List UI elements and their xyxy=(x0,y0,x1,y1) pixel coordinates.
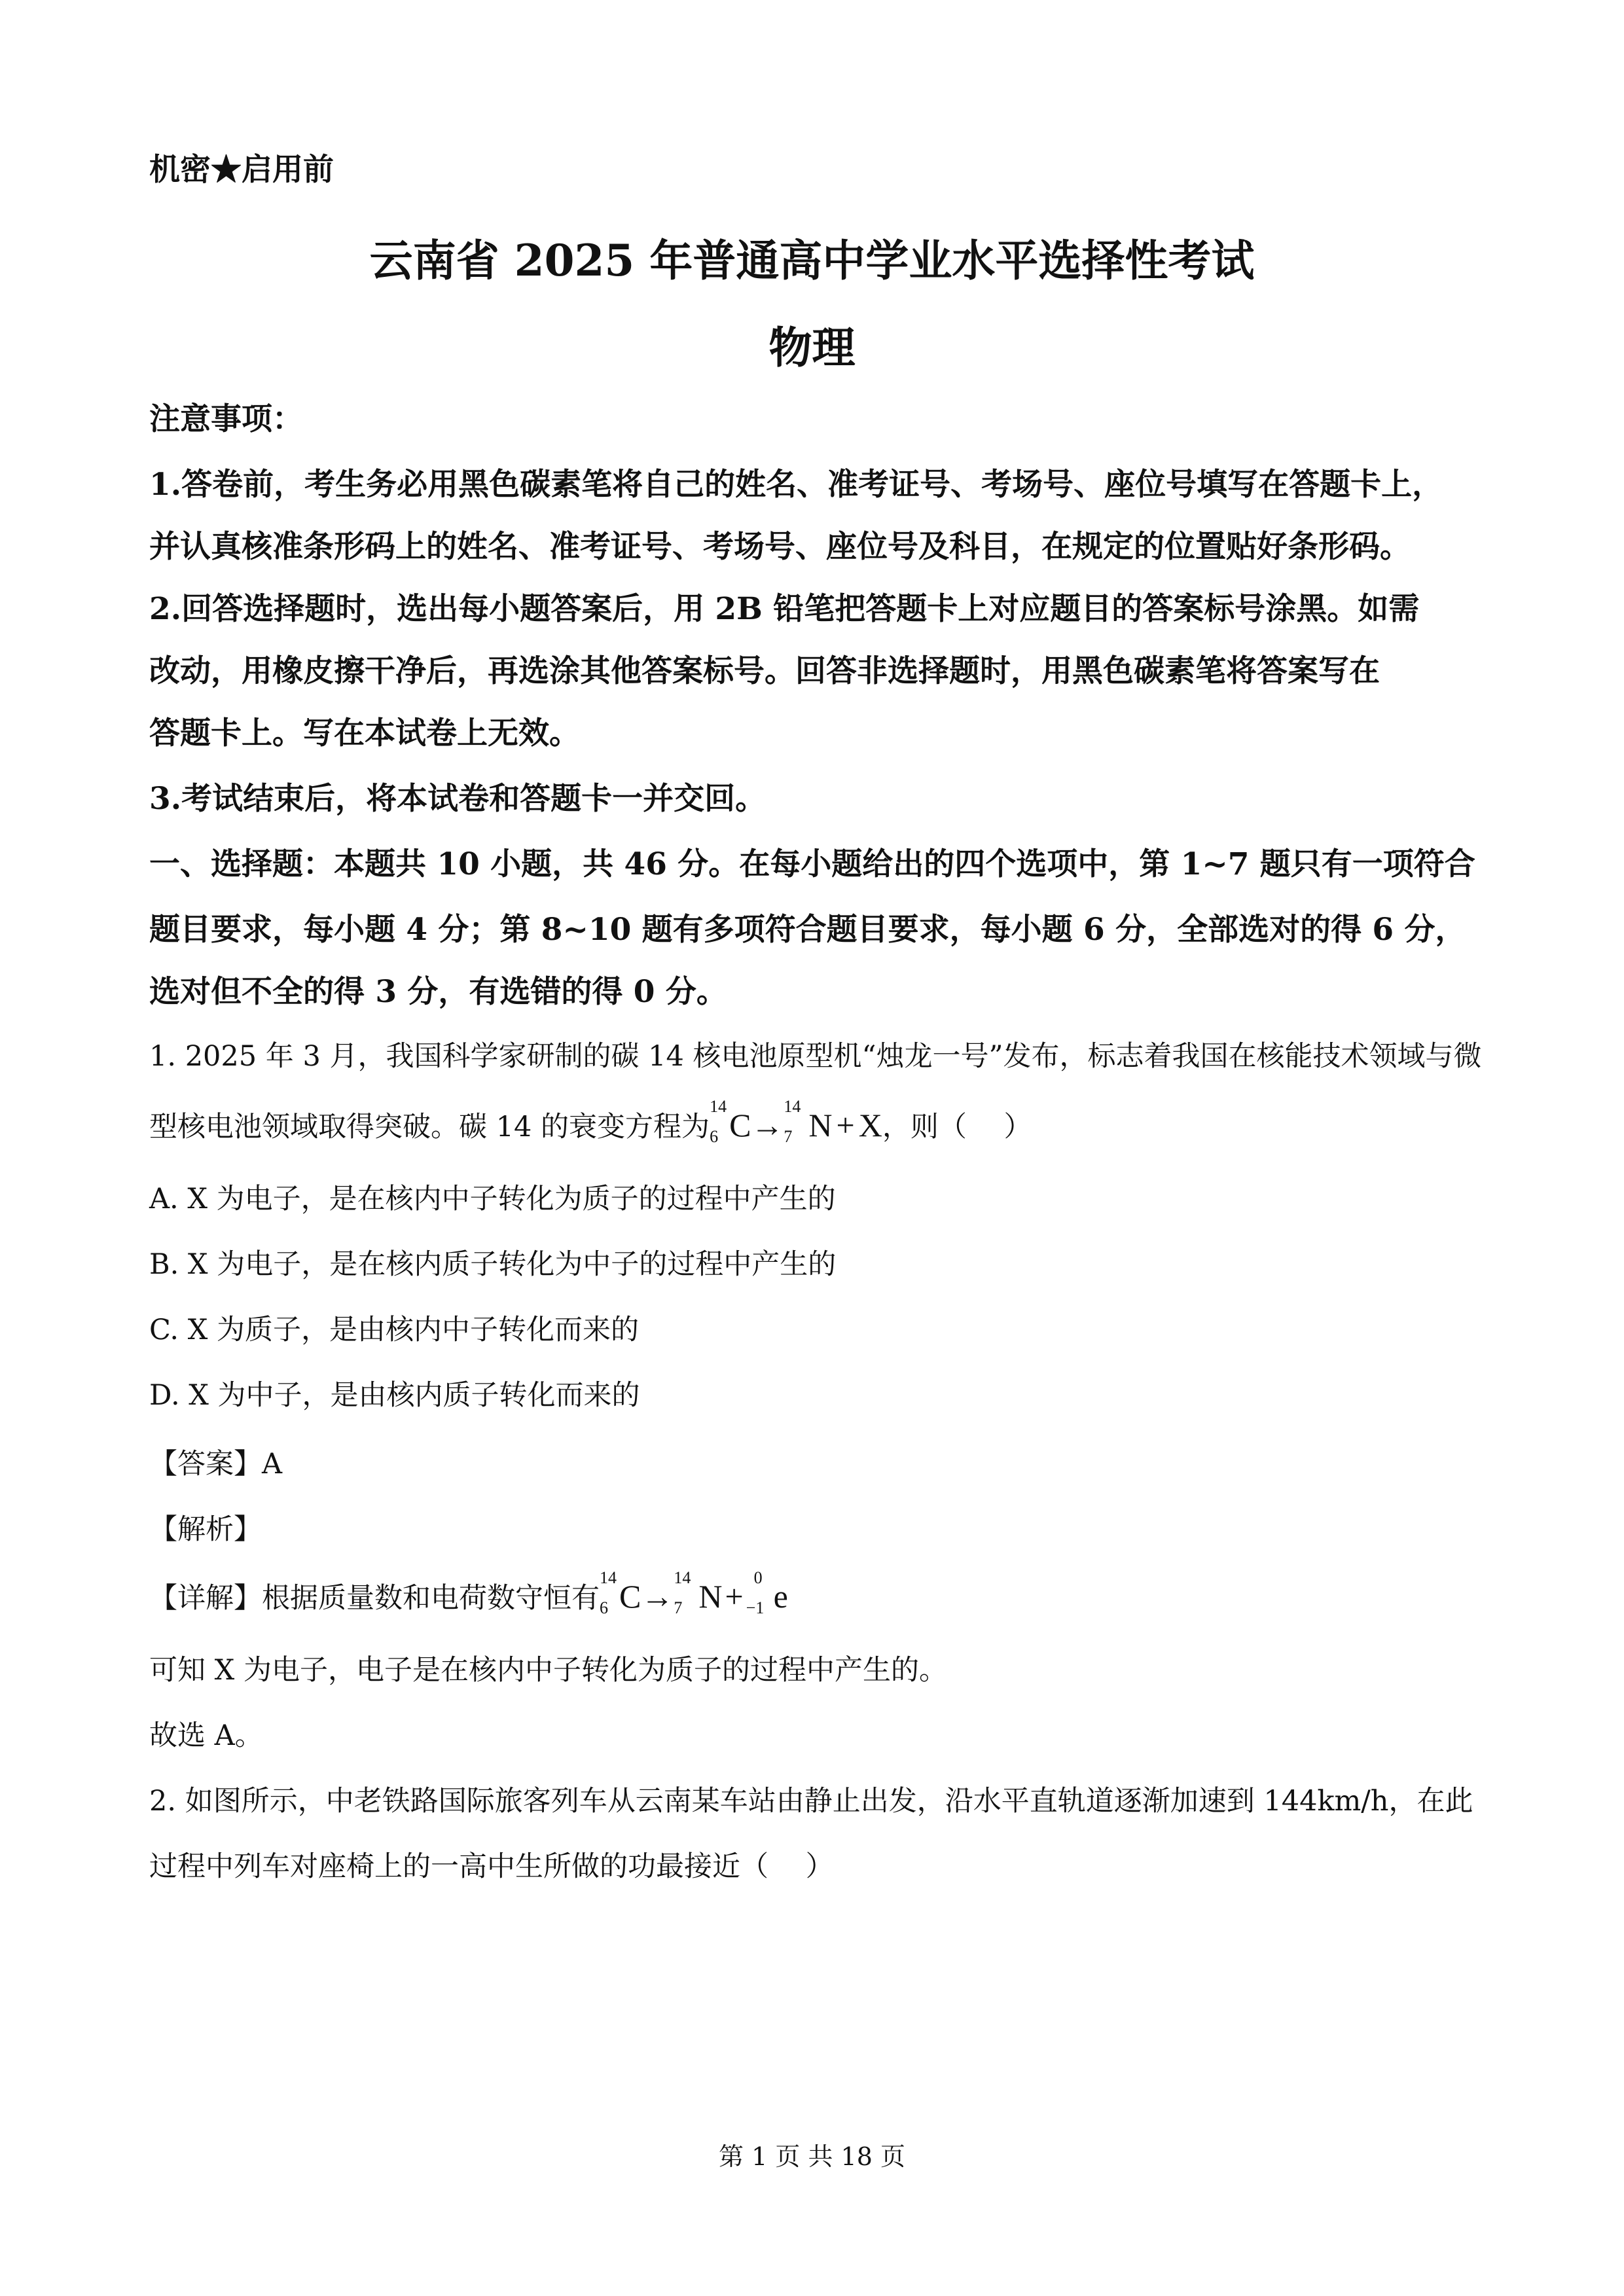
electron-symbol: e xyxy=(773,1578,788,1615)
notice-line: 并认真核准条形码上的姓名、准考证号、考场号、座位号及科目，在规定的位置贴好条形码。 xyxy=(149,529,1411,565)
x-symbol: X xyxy=(858,1107,882,1143)
electron-nuclide xyxy=(746,1568,772,1617)
nitrogen-charge: 7 xyxy=(784,1127,793,1146)
nitrogen-mass: 14 xyxy=(674,1568,691,1587)
section-instruction: 题目要求，每小题 4 分；第 8~10 题有多项符合题目要求，每小题 6 分，全部选对的得 6 分， xyxy=(149,912,1466,948)
notice-line: 答题卡上。写在本试卷上无效。 xyxy=(149,715,580,751)
option-c: C. X 为质子，是由核内中子转化而来的 xyxy=(149,1314,639,1346)
section-instruction: 一、选择题：本题共 10 小题，共 46 分。在每小题给出的四个选项中，第 1~7 题只有一项符合 xyxy=(149,846,1475,882)
carbon-mass: 14 xyxy=(600,1568,617,1587)
question-2-stem: 2. 如图所示，中老铁路国际旅客列车从云南某车站由静止出发，沿水平直轨道逐渐加速到 144km/h，在此 xyxy=(149,1785,1473,1818)
option-b: B. X 为电子，是在核内质子转化为中子的过程中产生的 xyxy=(149,1248,837,1281)
decay-equation xyxy=(710,1097,882,1146)
notice-line: 3.考试结束后，将本试卷和答题卡一并交回。 xyxy=(149,781,767,817)
question-2-stem-line2: 过程中列车对座椅上的一高中生所做的功最接近（ ） xyxy=(149,1850,834,1883)
question-1-stem-line2 xyxy=(149,1097,1032,1146)
electron-mass: 0 xyxy=(753,1568,763,1587)
detail-conclusion: 可知 X 为电子，电子是在核内中子转化为质子的过程中产生的。 xyxy=(149,1654,947,1687)
nitrogen-charge: 7 xyxy=(674,1598,683,1617)
answer: 【答案】A xyxy=(149,1448,283,1480)
notice-line: 1.答卷前，考生务必用黑色碳素笔将自己的姓名、准考证号、考场号、座位号填写在答题卡上， xyxy=(149,467,1443,503)
analysis-label: 【解析】 xyxy=(149,1513,262,1546)
detail-choice: 故选 A。 xyxy=(149,1719,263,1752)
subject-title: 物理 xyxy=(768,322,856,373)
plus-sign: + xyxy=(725,1578,744,1615)
nitrogen-nuclide xyxy=(674,1568,697,1617)
plus-sign: + xyxy=(836,1107,855,1143)
carbon-symbol: C xyxy=(729,1107,751,1143)
nitrogen-symbol: N xyxy=(808,1107,833,1143)
stem-text: 型核电池领域取得突破。碳 14 的衰变方程为 xyxy=(149,1111,710,1143)
carbon-charge: 6 xyxy=(600,1598,608,1617)
electron-charge: −1 xyxy=(746,1598,765,1617)
carbon-symbol: C xyxy=(619,1578,641,1615)
section-instruction: 选对但不全的得 3 分，有选错的得 0 分。 xyxy=(149,974,727,1010)
nitrogen-mass: 14 xyxy=(784,1097,801,1116)
exam-title: 云南省 2025 年普通高中学业水平选择性考试 xyxy=(369,235,1255,286)
detail-equation xyxy=(600,1568,788,1617)
detail-label: 【详解】 xyxy=(149,1582,262,1615)
notice-heading: 注意事项： xyxy=(149,401,303,437)
question-1-stem: 1. 2025 年 3 月，我国科学家研制的碳 14 核电池原型机“烛龙一号”发布，标志着我国在核能技术领域与微 xyxy=(149,1040,1482,1073)
detail-line xyxy=(149,1568,788,1617)
option-d: D. X 为中子，是由核内质子转化而来的 xyxy=(149,1379,640,1412)
arrow: → xyxy=(641,1578,674,1615)
carbon-nuclide xyxy=(600,1568,618,1617)
page-number: 第 1 页 共 18 页 xyxy=(719,2142,905,2171)
arrow: → xyxy=(751,1107,784,1143)
nitrogen-nuclide xyxy=(784,1097,807,1146)
detail-text: 根据质量数和电荷数守恒有 xyxy=(262,1582,600,1615)
option-a: A. X 为电子，是在核内中子转化为质子的过程中产生的 xyxy=(149,1183,836,1215)
stem-text-end: ，则（ ） xyxy=(882,1111,1032,1143)
nitrogen-symbol: N xyxy=(698,1578,723,1615)
carbon-charge: 6 xyxy=(710,1127,719,1146)
notice-line: 改动，用橡皮擦干净后，再选涂其他答案标号。回答非选择题时，用黑色碳素笔将答案写在 xyxy=(149,653,1380,689)
carbon-mass: 14 xyxy=(710,1097,727,1116)
carbon-nuclide xyxy=(710,1097,728,1146)
notice-line: 2.回答选择题时，选出每小题答案后，用 2B 铅笔把答题卡上对应题目的答案标号涂黑。如需 xyxy=(149,591,1420,627)
confidential-label: 机密★启用前 xyxy=(149,152,334,188)
